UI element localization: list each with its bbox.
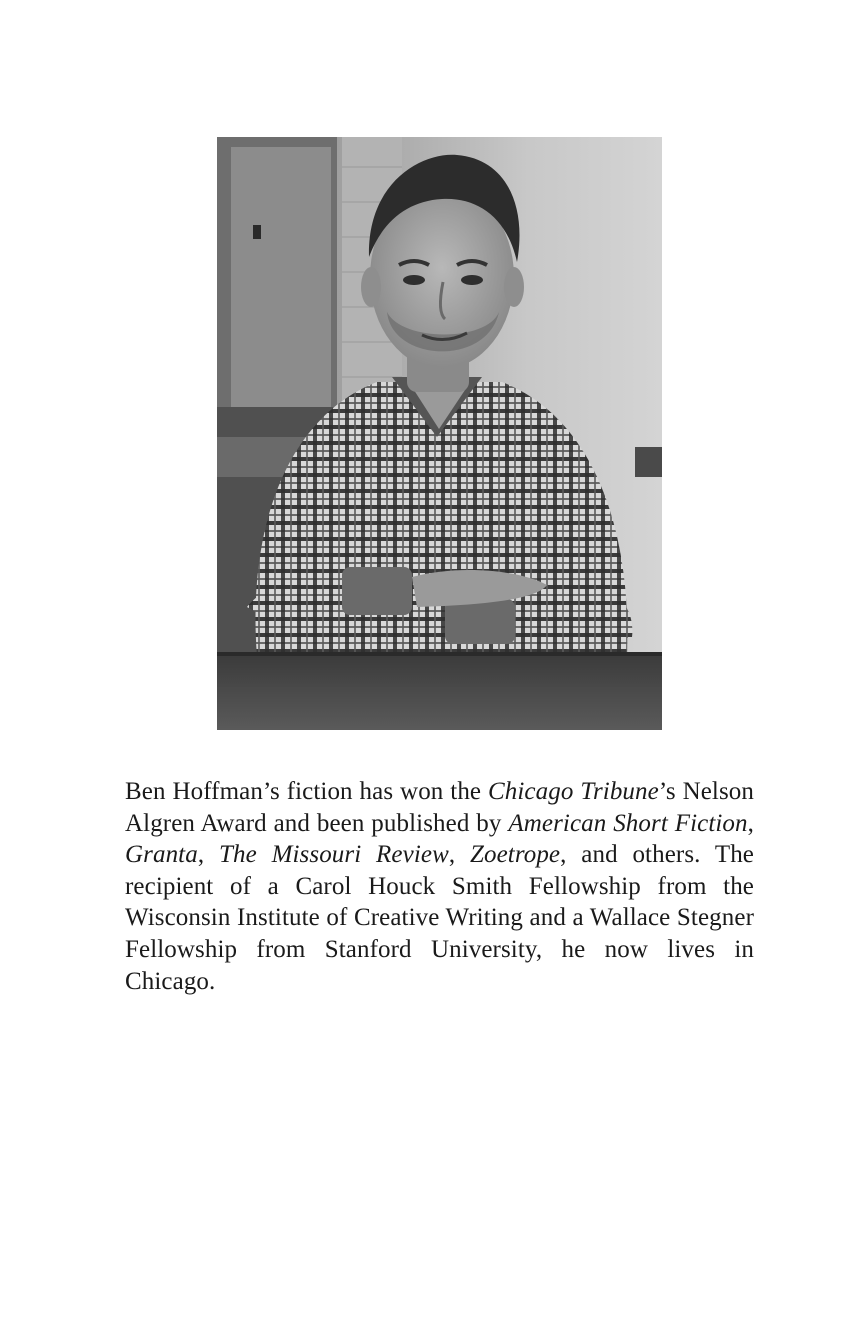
bio-text: ’s Nelson Algren Award and been published by bbox=[125, 778, 754, 837]
bio-title-zoetrope: Zoetrope bbox=[469, 841, 561, 869]
bio-text: , bbox=[747, 809, 754, 837]
bio-text: Ben Hoffman’s fiction has won the bbox=[125, 778, 489, 805]
bio-title-granta: Granta bbox=[125, 841, 198, 869]
bio-title-chicago-tribune: Chicago Tribune bbox=[488, 778, 659, 805]
author-bio bbox=[125, 776, 754, 997]
bio-title-american-short-fiction: American Short Fiction bbox=[508, 809, 748, 837]
author-photo bbox=[217, 137, 662, 730]
bio-text: , and others. The recipient of a Carol Houck Smith Fellowship from the Wisconsin Institute of Creative Writing and a Wallace Stegner Fellowship from Stanford University, he now lives in Chicago. bbox=[125, 841, 755, 995]
author-portrait-image bbox=[217, 137, 662, 730]
bio-title-missouri-review: The Missouri Review bbox=[218, 841, 449, 869]
bio-text: , bbox=[197, 841, 219, 869]
bio-text: , bbox=[448, 841, 470, 869]
